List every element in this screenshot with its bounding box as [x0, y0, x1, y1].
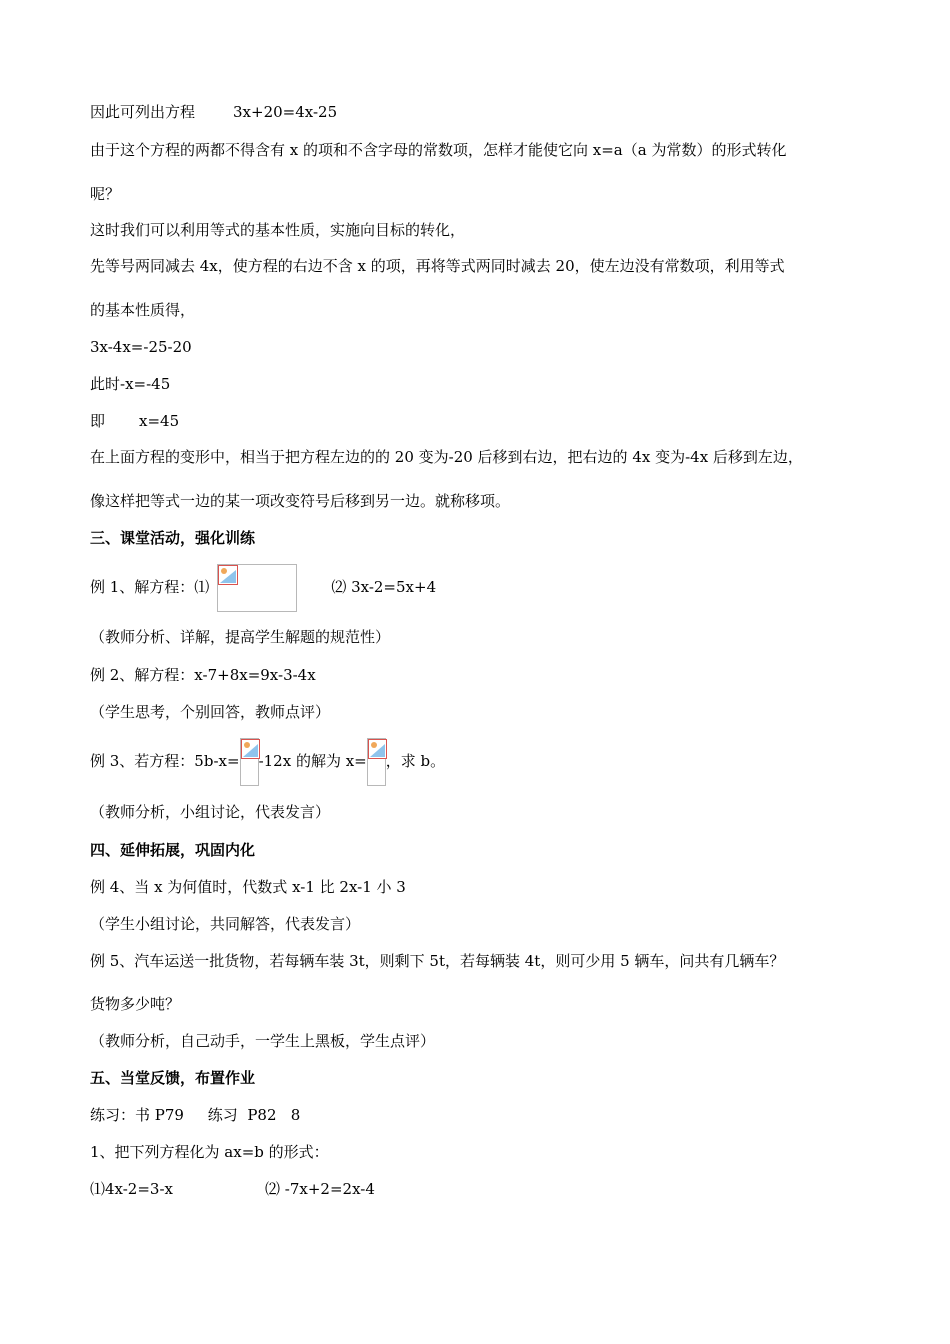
- broken-image-icon: [240, 738, 259, 786]
- section-heading: 四、延伸拓展，巩固内化: [90, 841, 256, 859]
- example-line: [90, 563, 436, 612]
- homework-line: 练习：书 P79 练习 P82 8: [90, 1106, 301, 1124]
- paragraph-line: 呢？: [90, 185, 121, 203]
- equation: ⑵ -7x+2=2x-4: [265, 1180, 375, 1198]
- paragraph-line: 像这样把等式一边的某一项改变符号后移到另一边。就称移项。: [90, 492, 511, 510]
- equation: ⑴4x-2=3-x: [90, 1180, 173, 1198]
- section-heading: 三、课堂活动，强化训练: [90, 529, 256, 547]
- paragraph-line: 这时我们可以利用等式的基本性质，实施向目标的转化，: [90, 221, 466, 239]
- equation: x=45: [139, 412, 180, 430]
- homework-line: [90, 1178, 375, 1200]
- note-line: （学生思考，个别回答，教师点评）: [90, 703, 331, 721]
- text: 因此可列出方程: [90, 103, 196, 121]
- equation-line: 3x-4x=-25-20: [90, 338, 192, 356]
- note-line: （学生小组讨论，共同解答，代表发言）: [90, 915, 361, 933]
- example-line: 例 2、解方程：x-7+8x=9x-3-4x: [90, 666, 316, 684]
- paragraph-line: 的基本性质得，: [90, 301, 196, 319]
- equation-line: [90, 410, 179, 432]
- text: ，求 b。: [385, 752, 446, 770]
- paragraph-line: 先等号两同减去 4x，使方程的右边不含 x 的项，再将等式两同时减去 20，使左边没有常数项，利用等式: [90, 257, 785, 275]
- equation: 3x+20=4x-25: [233, 103, 338, 121]
- example-line: 货物多少吨？: [90, 995, 181, 1013]
- paragraph-line: 在上面方程的变形中，相当于把方程左边的的 20 变为-20 后移到右边，把右边的 4x 变为-4x 后移到左边，: [90, 448, 803, 466]
- example-line: 例 4、当 x 为何值时，代数式 x-1 比 2x-1 小 3: [90, 878, 406, 896]
- section-heading: 五、当堂反馈，布置作业: [90, 1069, 256, 1087]
- note-line: （教师分析、详解，提高学生解题的规范性）: [90, 628, 391, 646]
- broken-image-icon: [367, 738, 386, 786]
- homework-line: 1、把下列方程化为 ax=b 的形式：: [90, 1143, 329, 1161]
- note-line: （教师分析，小组讨论，代表发言）: [90, 803, 331, 821]
- example-line: 例 5、汽车运送一批货物，若每辆车装 3t，则剩下 5t，若每辆装 4t，则可少用 5 辆车，问共有几辆车？: [90, 952, 785, 970]
- broken-image-icon: [217, 564, 297, 612]
- example-line: [90, 737, 445, 786]
- text: 例 3、若方程：5b-x=: [90, 752, 240, 770]
- text: -12x 的解为 x=: [258, 752, 367, 770]
- text: 例 1、解方程：⑴: [90, 578, 210, 596]
- equation-line: 此时-x=-45: [90, 375, 171, 393]
- text: 即: [90, 412, 106, 430]
- equation: ⑵ 3x-2=5x+4: [331, 578, 437, 596]
- paragraph-line: 由于这个方程的两都不得含有 x 的项和不含字母的常数项，怎样才能使它向 x=a（a 为常数）的形式转化: [90, 141, 787, 159]
- note-line: （教师分析，自己动手，一学生上黑板，学生点评）: [90, 1032, 436, 1050]
- equation-line: [90, 101, 337, 123]
